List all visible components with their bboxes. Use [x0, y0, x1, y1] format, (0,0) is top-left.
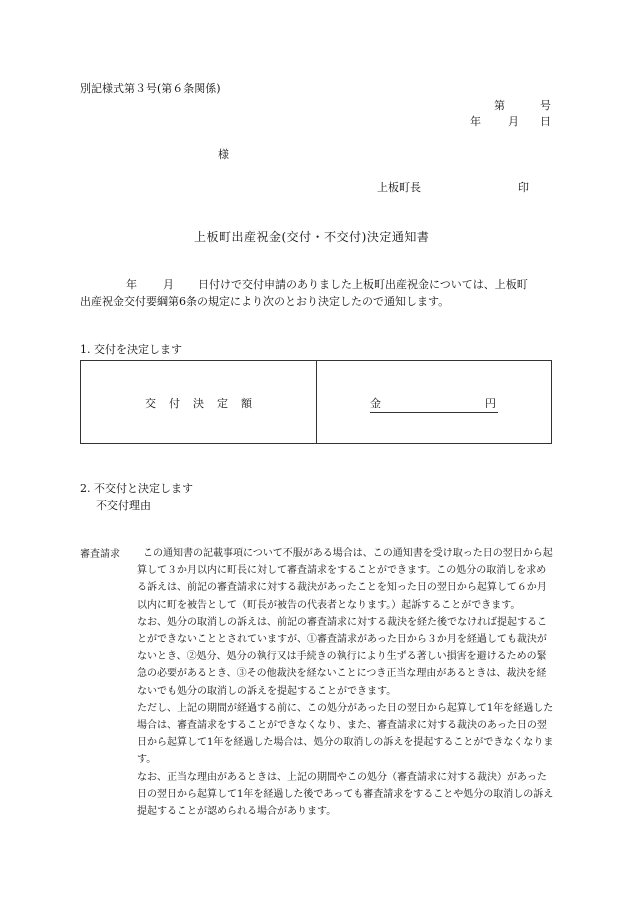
- grant-amount-table: [80, 360, 552, 444]
- issuer-seal: 印: [518, 181, 529, 194]
- review-paragraph-1: この通知書の記載事項について不服がある場合は、この通知書を受け取った日の翌日から起算して３か月以内に町長に対して審査請求をすることができます。この処分の取消しを求める訴えは、前記の審査請求に対する裁決があったことを知った日の翌日から起算して６か月以内に町を被告として（町長が被告の代表者となります。）起訴することができます。: [137, 548, 553, 611]
- amount-suffix: 円: [485, 397, 496, 410]
- date-day: 日: [540, 115, 551, 128]
- doc-number-prefix: 第: [494, 99, 505, 112]
- body-month: 月: [163, 278, 174, 291]
- body-line2: 出産祝金交付要綱第6条の規定により次のとおり決定したので通知します。: [80, 295, 450, 308]
- non-grant-reason-label: 不交付理由: [96, 499, 151, 512]
- form-code: 別記様式第３号(第６条関係): [80, 82, 221, 95]
- issuer-name: 上板町長: [377, 181, 421, 194]
- date-month: 月: [508, 115, 519, 128]
- amount-prefix: 金: [370, 397, 381, 410]
- review-paragraph-3: ただし、上記の期間が経過する前に、この処分があった日の翌日から起算して1年を経過した場合は、審査請求をすることができなくなり、また、審査請求に対する裁決のあった日の翌日から起算して1年を経過した場合は、処分の取消しの訴えを提起することができなくなります。: [137, 702, 554, 766]
- date-year: 年: [470, 115, 481, 128]
- body-year: 年: [126, 278, 137, 291]
- review-text: [137, 545, 555, 820]
- review-paragraph-2: なお、処分の取消しの訴えは、前記の審査請求に対する裁決を経た後でなければ提起することができないこととされていますが、①審査請求があった日から３か月を経過しても裁決がないとき、②処分、処分の執行又は手続きの執行により生ずる著しい損害を避けるための緊急の必要があるとき、③その他裁決を経ないことにつき正当な理由があるときは、裁決を経ないでも処分の取消しの訴えを提起することができます。: [137, 616, 547, 697]
- grant-amount-field[interactable]: [370, 395, 498, 413]
- section2-heading: 2. 不交付と決定します: [80, 482, 193, 495]
- table-divider: [316, 361, 317, 443]
- body-line1: 日付けで交付申請のありました上板町出産祝金については、上板町: [198, 278, 528, 291]
- review-paragraph-4: なお、正当な理由があるときは、上記の期間やこの処分（審査請求に対する裁決）があった日の翌日から起算して1年を経過した後であっても審査請求をすることや処分の取消しの訴え提起することが認められる場合があります。: [137, 771, 554, 818]
- doc-number-suffix: 号: [540, 99, 551, 112]
- review-label: 審査請求: [80, 549, 120, 560]
- grant-amount-label: 交 付 決 定 額: [145, 397, 253, 410]
- section1-heading: 1. 交付を決定します: [80, 343, 182, 356]
- addressee-suffix: 様: [218, 148, 229, 161]
- page-title: 上板町出産祝金(交付・不交付)決定通知書: [194, 230, 430, 244]
